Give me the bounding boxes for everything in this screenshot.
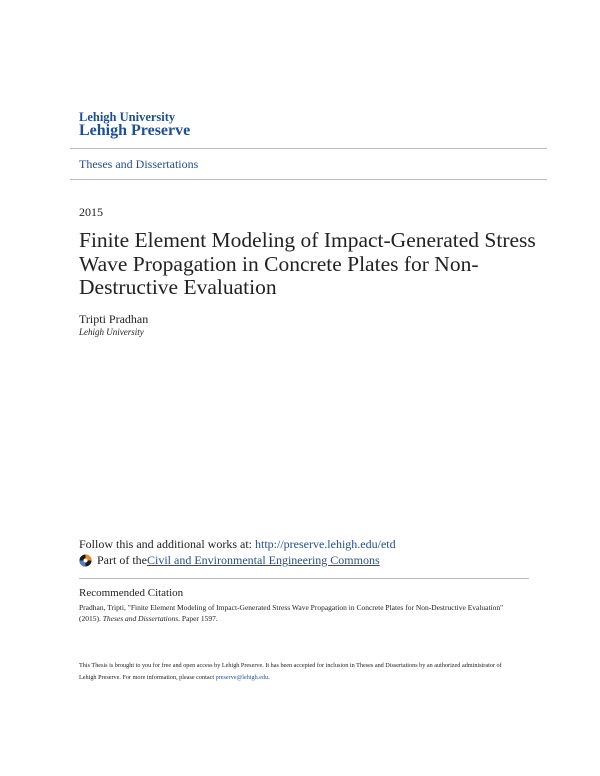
citation-heading: Recommended Citation [79,587,184,599]
repository-name[interactable]: Lehigh Preserve [79,122,191,139]
follow-line [79,537,396,552]
notice-text: This Thesis is brought to you for free and open access by Lehigh Preserve. It has been accepted for inclusion in Theses and Dissertations by an authorized administrator of Lehigh Preserve. For more information, please contact [79,662,502,681]
publication-year: 2015 [79,205,103,219]
author-name: Tripti Pradhan [79,312,149,326]
document-title: Finite Element Modeling of Impact-Generated Stress Wave Propagation in Concrete Plates for Non-Destructive Evaluation [79,228,536,299]
divider-bottom [70,179,547,180]
institution-name: Lehigh University [79,110,176,124]
contact-email-link[interactable]: preserve@lehigh.edu [215,674,269,681]
part-of-label: Part of the [97,553,147,567]
citation-series: Theses and Dissertations [102,614,179,623]
follow-label: Follow this and additional works at: [79,537,255,551]
author-affiliation: Lehigh University [79,327,144,337]
series-link[interactable]: Theses and Dissertations [79,157,199,171]
notice-end: . [268,674,270,681]
divider-top [70,148,547,149]
follow-url-link[interactable]: http://preserve.lehigh.edu/etd [255,537,396,551]
access-notice [79,660,519,684]
commons-link[interactable]: Civil and Environmental Engineering Commons [147,553,380,567]
citation-paper: . Paper 1597. [178,614,218,623]
citation-text [79,602,519,624]
bepress-commons-icon [79,554,92,567]
part-of-line [79,553,380,568]
citation-divider [79,578,529,579]
citation-body: Pradhan, Tripti, "Finite Element Modeling of Impact-Generated Stress Wave Propagation in Concrete Plates for Non-Destructive Evaluation" (2015). [79,603,504,623]
